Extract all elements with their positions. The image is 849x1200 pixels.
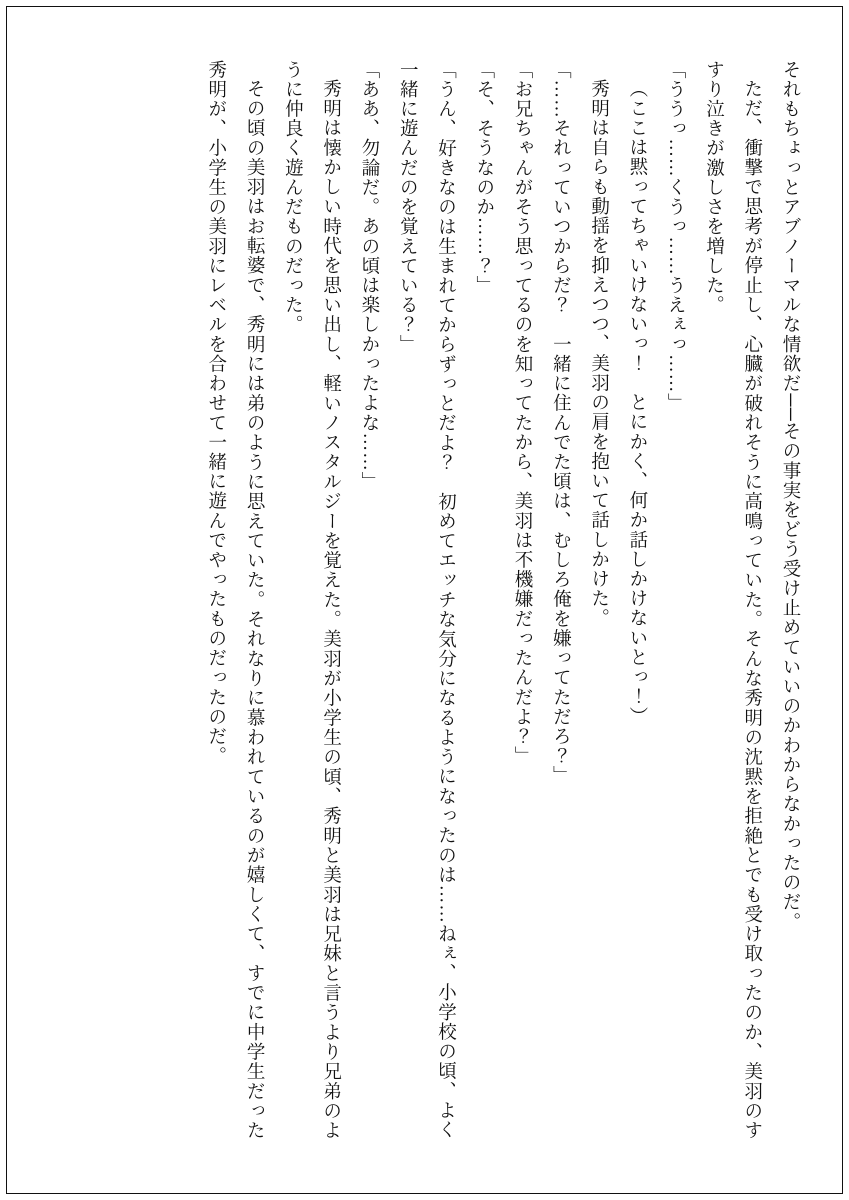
- paragraph-7: 「お兄ちゃんがそう思ってるのを知ってたから、美羽は不機嫌だったんだよ？」: [512, 60, 533, 766]
- paragraph-3: 「ううっ……くうっ……うえぇっ……」: [665, 60, 686, 413]
- paragraph-4: （ここは黙ってちゃいけないっ！ とにかく、何か話しかけないとっ！）: [626, 78, 647, 726]
- paragraph-9: 「うん、好きなのは生まれてからずっとだよ？ 初めてエッチな気分になるようになったのは……ねぇ、小学校の頃、よく一緒に遊んだのを覚えている？」: [397, 60, 456, 1140]
- paragraph-5: 秀明は自らも動揺を抑えつつ、美羽の肩を抱いて話しかけた。: [588, 78, 609, 628]
- paragraph-8: 「そ、そうなのか……？」: [473, 60, 494, 296]
- paragraph-10: 「ああ、勿論だ。あの頃は楽しかったよな……」: [358, 60, 379, 492]
- paragraph-2: ただ、衝撃で思考が停止し、心臓が破れそうに高鳴っていた。そんな秀明の沈黙を拒絶とでも受け取ったのか、美羽のすすり泣きが激しさを増した。: [703, 60, 762, 1140]
- paragraph-1: それもちょっとアブノーマルな情欲だ──その事実をどう受け止めていいのかわからなかったのだ。: [780, 60, 800, 932]
- paragraph-11: 秀明は懐かしい時代を思い出し、軽いノスタルジーを覚えた。美羽が小学生の頃、秀明と美羽は兄妹と言うより兄弟のように仲良く遊んだものだった。: [282, 60, 341, 1140]
- paragraph-12: その頃の美羽はお転婆で、秀明には弟のように思えていた。それなりに慕われているのが嬉しくて、すでに中学生だった秀明が、小学生の美羽にレベルを合わせて一緒に遊んでやったものだったのだ。: [205, 60, 265, 1140]
- novel-body-text: [40, 60, 809, 1140]
- paragraph-6: 「……それっていつからだ？ 一緒に住んでた頃は、むしろ俺を嫌ってただろ？」: [550, 60, 571, 786]
